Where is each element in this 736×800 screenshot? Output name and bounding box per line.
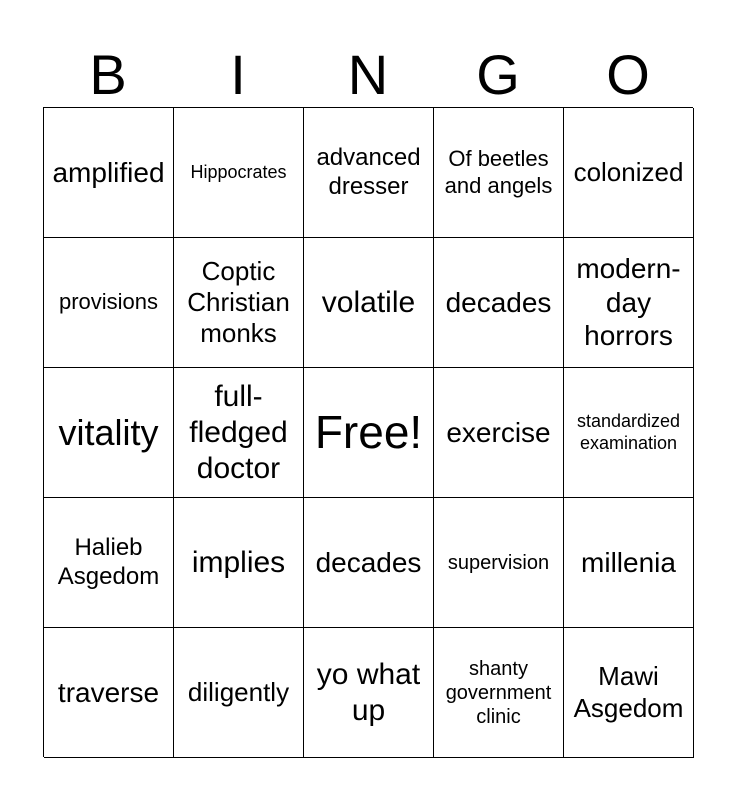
bingo-cell[interactable] — [564, 238, 694, 368]
cell-text: Mawi Asgedom — [573, 661, 684, 723]
cell-text: yo what up — [316, 657, 421, 727]
cell-text: shanty government clinic — [445, 657, 552, 728]
free-space-text: Free! — [314, 405, 423, 458]
bingo-cell[interactable] — [44, 498, 174, 628]
bingo-cell[interactable] — [434, 628, 564, 758]
bingo-cell[interactable] — [304, 498, 434, 628]
bingo-cell[interactable] — [304, 628, 434, 758]
cell-text: Coptic Christian monks — [187, 255, 290, 349]
bingo-cell[interactable] — [174, 628, 304, 758]
header-letter-b: B — [89, 43, 127, 106]
bingo-cell[interactable] — [304, 238, 434, 368]
cell-text: colonized — [573, 156, 684, 187]
header-letter-i: I — [230, 43, 246, 106]
cell-text: decades — [445, 286, 552, 318]
cell-text: provisions — [58, 289, 159, 315]
cell-text: amplified — [52, 156, 165, 188]
cell-text: millenia — [581, 546, 676, 578]
header-letter-o: O — [606, 43, 650, 106]
bingo-cell[interactable] — [434, 368, 564, 498]
bingo-cell[interactable] — [564, 628, 694, 758]
cell-text: traverse — [57, 676, 160, 708]
cell-text: vitality — [58, 411, 159, 453]
cell-text: Hippocrates — [190, 161, 287, 182]
cell-text: modern-day horrors — [576, 253, 681, 352]
header-letter-g: G — [476, 43, 520, 106]
header-letter-n: N — [347, 43, 389, 106]
cell-text: standardized examination — [576, 410, 681, 453]
cell-text: decades — [315, 546, 422, 578]
bingo-cell[interactable] — [174, 368, 304, 498]
bingo-cell[interactable] — [44, 368, 174, 498]
bingo-cell[interactable] — [174, 238, 304, 368]
cell-text: diligently — [187, 676, 290, 707]
bingo-cell[interactable] — [174, 108, 304, 238]
bingo-cell[interactable] — [434, 238, 564, 368]
cell-text: advanced dresser — [316, 143, 421, 200]
cell-text: implies — [191, 545, 286, 579]
cell-text: volatile — [321, 285, 416, 319]
bingo-cell[interactable] — [304, 108, 434, 238]
free-space-cell[interactable] — [304, 368, 434, 498]
bingo-cell[interactable] — [564, 498, 694, 628]
bingo-cell[interactable] — [564, 108, 694, 238]
bingo-cell[interactable] — [44, 628, 174, 758]
bingo-cell[interactable] — [44, 108, 174, 238]
bingo-cell[interactable] — [434, 498, 564, 628]
cell-text: exercise — [446, 416, 551, 448]
cell-text: supervision — [447, 551, 550, 574]
bingo-cell[interactable] — [434, 108, 564, 238]
bingo-cell[interactable] — [174, 498, 304, 628]
cell-text: full-fledged doctor — [189, 379, 288, 485]
bingo-cell[interactable] — [564, 368, 694, 498]
bingo-cell[interactable] — [44, 238, 174, 368]
bingo-board — [43, 107, 693, 757]
bingo-header — [43, 44, 693, 106]
cell-text: Of beetles and angels — [444, 146, 553, 198]
cell-text: Halieb Asgedom — [57, 533, 160, 590]
